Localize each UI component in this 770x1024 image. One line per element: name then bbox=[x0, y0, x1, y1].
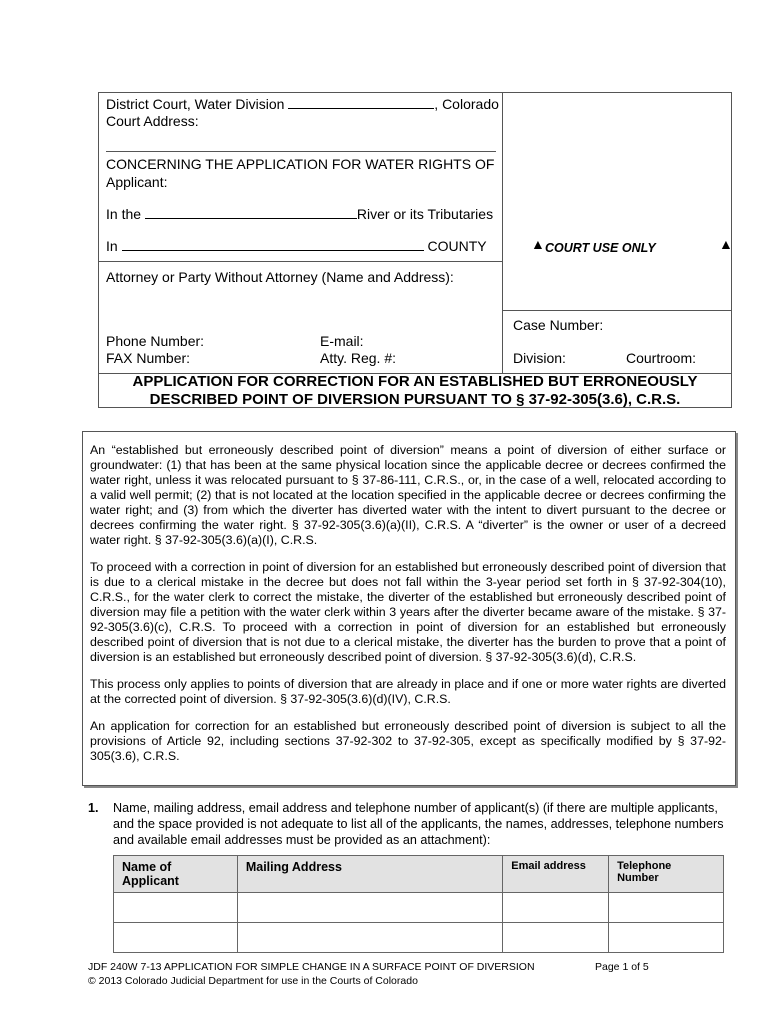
in-label: In bbox=[106, 238, 118, 254]
in-the-label: In the bbox=[106, 206, 142, 222]
division-label: Division: bbox=[513, 350, 566, 366]
court-use-divider bbox=[503, 310, 731, 311]
applicant-label: Applicant: bbox=[106, 174, 168, 190]
applicant-name-cell[interactable] bbox=[114, 923, 238, 953]
email-label: E-mail: bbox=[320, 333, 364, 349]
applicant-name-cell[interactable] bbox=[114, 893, 238, 923]
title-line-1: APPLICATION FOR CORRECTION FOR AN ESTABLISHED BUT ERRONEOUSLY bbox=[132, 373, 698, 390]
county-line bbox=[106, 238, 487, 255]
table-row bbox=[114, 923, 724, 953]
info-paragraph: This process only applies to points of diversion that are already in place and if one or more water rights are diverted at the corrected point of diversion. § 37-92-305(3.6)(d)(IV), C.R.S. bbox=[90, 677, 726, 706]
court-use-only-label: COURT USE ONLY bbox=[545, 241, 656, 255]
river-label: River or its Tributaries bbox=[356, 206, 494, 222]
footer bbox=[88, 960, 535, 988]
title-line-2: DESCRIBED POINT OF DIVERSION PURSUANT TO § 37-92-305(3.6), C.R.S. bbox=[149, 391, 681, 408]
question-text: Name, mailing address, email address and telephone number of applicant(s) (if there are multiple applicants, and the space provided is not adequate to list all of the applicants, the names, addresses, telephone numbers and available email addresses must be provided as an attachment): bbox=[113, 801, 724, 847]
info-box bbox=[82, 431, 736, 786]
river-field[interactable] bbox=[145, 206, 357, 219]
arrow-up-icon: ▲ bbox=[531, 236, 545, 252]
court-line bbox=[106, 96, 499, 113]
telephone-cell[interactable] bbox=[609, 893, 724, 923]
caption-left bbox=[99, 93, 503, 373]
caption-right bbox=[503, 93, 731, 373]
table-header-row bbox=[114, 856, 724, 893]
page-number: Page 1 of 5 bbox=[595, 961, 649, 973]
telephone-cell[interactable] bbox=[609, 923, 724, 953]
column-header-address: Mailing Address bbox=[237, 856, 502, 893]
atty-reg-label: Atty. Reg. #: bbox=[320, 350, 396, 366]
applicant-table bbox=[113, 855, 724, 953]
question-number: 1. bbox=[88, 801, 99, 815]
table-row bbox=[114, 893, 724, 923]
mailing-address-cell[interactable] bbox=[237, 923, 502, 953]
page-title bbox=[99, 373, 731, 409]
attorney-label: Attorney or Party Without Attorney (Name and Address): bbox=[106, 269, 454, 285]
concerning-label: CONCERNING THE APPLICATION FOR WATER RIGHTS OF bbox=[106, 156, 495, 172]
courtroom-label: Courtroom: bbox=[626, 350, 697, 366]
column-header-email: Email address bbox=[503, 856, 609, 893]
info-paragraph: An application for correction for an established but erroneously described point of diversion is subject to all the provisions of Article 92, including sections 37-92-302 to 37-92-305, except as specifically modified by § 37-92-305(3.6), C.R.S. bbox=[90, 719, 726, 763]
column-header-phone: Telephone Number bbox=[609, 856, 724, 893]
court-line-prefix: District Court, Water Division bbox=[106, 96, 285, 112]
info-paragraph: An “established but erroneously described point of diversion” means a point of diversion of either surface or groundwater: (1) that has been at the same physical location since the applicable decree or decrees confirmed the water right, unless it was relocated pursuant to § 37-86-111, C.R.S., or, in the case of a well, relocated according to a valid well permit; (2) that is not located at the location specified in the applicable decree or decrees confirming the water right; and (3) from which the diverter has diverted water with the intent to divert pursuant to the decree or decrees confirming the water right. § 37-92-305(3.6)(a)(II), C.R.S. A “diverter” is the owner or user of a decreed water right. § 37-92-305(3.6)(a)(I), C.R.S. bbox=[90, 443, 726, 547]
water-division-field[interactable] bbox=[288, 96, 434, 109]
river-line bbox=[106, 206, 493, 223]
copyright: © 2013 Colorado Judicial Department for use in the Courts of Colorado bbox=[88, 975, 418, 987]
info-paragraph: To proceed with a correction in point of diversion for an established but erroneously described point of diversion that is due to a clerical mistake in the decree but does not fall within the 3-year period set forth in § 37-92-304(10), C.R.S., for the water clerk to correct the mistake, the diverter of the established but erroneously described point of diversion may file a petition with the water clerk within 3 years after the diverter became aware of the mistake. § 37-92-305(3.6)(c), C.R.S. To proceed with a correction in point of diversion for an established but erroneously described point of diversion that is not due to a clerical mistake, the diverter has the burden to prove that a point of diversion is an established but erroneously described point of diversion. § 37-92-305(3.6)(d), C.R.S. bbox=[90, 560, 726, 664]
court-line-suffix: , Colorado bbox=[434, 96, 499, 112]
caption-divider bbox=[99, 261, 503, 262]
county-field[interactable] bbox=[122, 238, 424, 251]
court-address-label: Court Address: bbox=[106, 113, 199, 129]
mailing-address-cell[interactable] bbox=[237, 893, 502, 923]
case-number-label: Case Number: bbox=[513, 317, 604, 333]
question-1 bbox=[88, 800, 728, 848]
arrow-up-icon: ▲ bbox=[719, 236, 733, 252]
county-label: COUNTY bbox=[427, 238, 487, 254]
email-cell[interactable] bbox=[503, 893, 609, 923]
phone-label: Phone Number: bbox=[106, 333, 205, 349]
email-cell[interactable] bbox=[503, 923, 609, 953]
column-header-name: Name of Applicant bbox=[114, 856, 238, 893]
court-address-line[interactable] bbox=[106, 151, 496, 152]
form-id: JDF 240W 7-13 APPLICATION FOR SIMPLE CHANGE IN A SURFACE POINT OF DIVERSION bbox=[88, 961, 535, 973]
case-caption bbox=[98, 92, 732, 408]
fax-label: FAX Number: bbox=[106, 350, 191, 366]
